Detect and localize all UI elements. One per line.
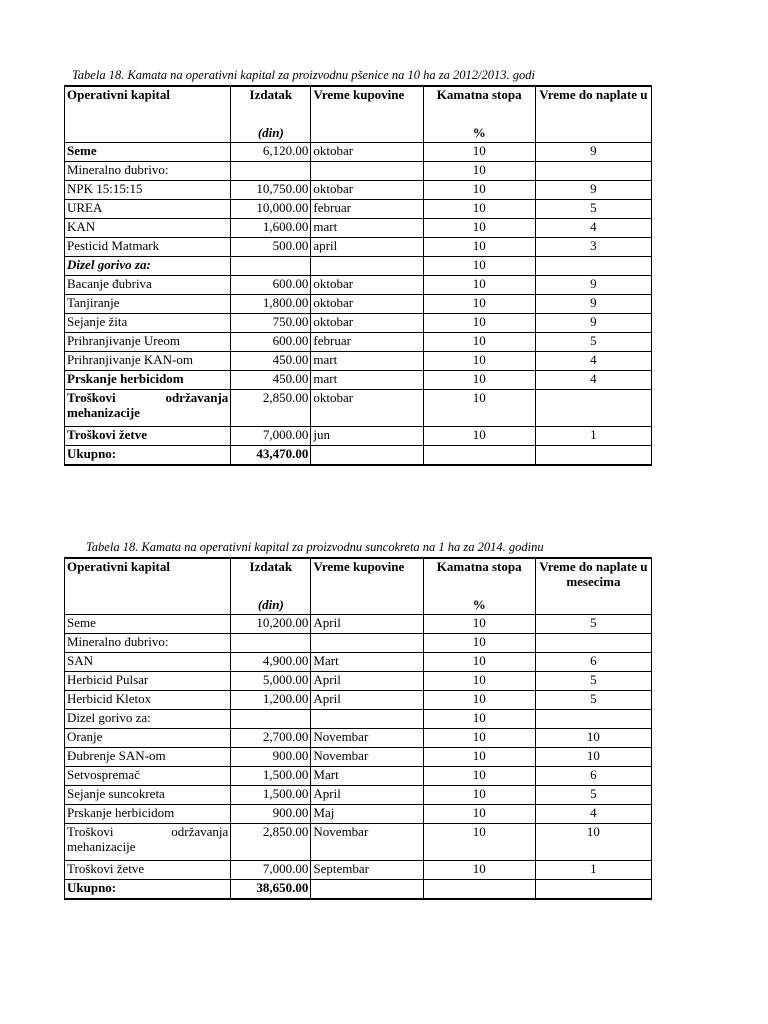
row-months: 4 xyxy=(535,371,651,390)
header-izdatak xyxy=(231,86,311,143)
row-amount: 450.00 xyxy=(231,371,311,390)
row-interest-rate: 10 xyxy=(423,427,535,446)
table-row xyxy=(65,371,652,390)
row-name: Oranje xyxy=(65,729,231,748)
row-name: Seme xyxy=(65,615,231,634)
row-name: Sejanje suncokreta xyxy=(65,786,231,805)
table-row xyxy=(65,824,652,861)
row-amount: 2,850.00 xyxy=(231,824,311,861)
row-amount: 900.00 xyxy=(231,805,311,824)
row-interest-rate: 10 xyxy=(423,805,535,824)
row-amount: 4,900.00 xyxy=(231,653,311,672)
row-purchase-time: Novembar xyxy=(311,748,423,767)
table-row xyxy=(65,767,652,786)
row-interest-rate: 10 xyxy=(423,748,535,767)
row-amount: 2,700.00 xyxy=(231,729,311,748)
row-interest-rate: 10 xyxy=(423,615,535,634)
row-months: 4 xyxy=(535,219,651,238)
table-row xyxy=(65,729,652,748)
table1 xyxy=(64,85,652,466)
table-row xyxy=(65,200,652,219)
table-row xyxy=(65,181,652,200)
table-row xyxy=(65,615,652,634)
row-amount: 450.00 xyxy=(231,352,311,371)
table2 xyxy=(64,557,652,900)
row-months: 6 xyxy=(535,653,651,672)
row-months: 4 xyxy=(535,352,651,371)
row-months: 9 xyxy=(535,314,651,333)
table-row xyxy=(65,352,652,371)
table-row xyxy=(65,748,652,767)
row-amount: 500.00 xyxy=(231,238,311,257)
table-row xyxy=(65,653,652,672)
row-months: 5 xyxy=(535,615,651,634)
row-months: 9 xyxy=(535,276,651,295)
table-row xyxy=(65,219,652,238)
row-name: SAN xyxy=(65,653,231,672)
row-purchase-time: mart xyxy=(311,219,423,238)
row-months: 9 xyxy=(535,295,651,314)
table-row xyxy=(65,314,652,333)
row-purchase-time: April xyxy=(311,672,423,691)
row-amount: 10,000.00 xyxy=(231,200,311,219)
row-name: Troškovi održavanja mehanizacije xyxy=(65,824,231,861)
row-interest-rate: 10 xyxy=(423,634,535,653)
table-row xyxy=(65,238,652,257)
row-name: Pesticid Matmark xyxy=(65,238,231,257)
row-interest-rate: 10 xyxy=(423,333,535,352)
row-amount: 750.00 xyxy=(231,314,311,333)
row-amount: 5,000.00 xyxy=(231,672,311,691)
total-empty-3 xyxy=(535,880,651,900)
row-purchase-time: Mart xyxy=(311,653,423,672)
row-months: 6 xyxy=(535,767,651,786)
row-name: NPK 15:15:15 xyxy=(65,181,231,200)
row-interest-rate: 10 xyxy=(423,276,535,295)
row-purchase-time: Septembar xyxy=(311,861,423,880)
row-months: 3 xyxy=(535,238,651,257)
row-purchase-time xyxy=(311,162,423,181)
row-months: 5 xyxy=(535,786,651,805)
row-name: Herbicid Pulsar xyxy=(65,672,231,691)
total-amount: 38,650.00 xyxy=(231,880,311,900)
row-interest-rate: 10 xyxy=(423,390,535,427)
header-izdatak xyxy=(231,558,311,615)
row-months xyxy=(535,162,651,181)
row-name: Prskanje herbicidom xyxy=(65,371,231,390)
header-vreme-naplate: Vreme do naplate u mesecima xyxy=(535,558,651,615)
row-amount: 1,800.00 xyxy=(231,295,311,314)
row-purchase-time: Maj xyxy=(311,805,423,824)
header-izdatak-label: Izdatak xyxy=(249,87,293,102)
row-amount xyxy=(231,162,311,181)
row-purchase-time: April xyxy=(311,786,423,805)
row-name: Prihranjivanje Ureom xyxy=(65,333,231,352)
row-interest-rate: 10 xyxy=(423,238,535,257)
total-empty-1 xyxy=(311,446,423,466)
row-purchase-time: mart xyxy=(311,352,423,371)
row-purchase-time: April xyxy=(311,691,423,710)
table-row xyxy=(65,390,652,427)
row-interest-rate: 10 xyxy=(423,181,535,200)
header-row xyxy=(65,86,652,143)
row-months: 10 xyxy=(535,824,651,861)
row-months: 5 xyxy=(535,200,651,219)
row-interest-rate: 10 xyxy=(423,295,535,314)
total-label: Ukupno: xyxy=(65,880,231,900)
row-interest-rate: 10 xyxy=(423,767,535,786)
table-row xyxy=(65,295,652,314)
row-months: 1 xyxy=(535,861,651,880)
total-row xyxy=(65,880,652,900)
header-izdatak-unit: (din) xyxy=(257,125,284,140)
row-purchase-time: oktobar xyxy=(311,181,423,200)
header-operativni-kapital: Operativni kapital xyxy=(65,86,231,143)
table-row xyxy=(65,710,652,729)
table2-caption: Tabela 18. Kamata na operativni kapital za proizvodnu suncokreta na 1 ha za 2014. godinu xyxy=(86,540,544,554)
row-purchase-time: Novembar xyxy=(311,729,423,748)
row-interest-rate: 10 xyxy=(423,371,535,390)
row-amount: 10,750.00 xyxy=(231,181,311,200)
row-interest-rate: 10 xyxy=(423,691,535,710)
row-purchase-time: oktobar xyxy=(311,295,423,314)
row-amount: 6,120.00 xyxy=(231,143,311,162)
row-months: 5 xyxy=(535,691,651,710)
header-row xyxy=(65,558,652,615)
row-interest-rate: 10 xyxy=(423,257,535,276)
row-purchase-time: februar xyxy=(311,200,423,219)
table1-caption: Tabela 18. Kamata na operativni kapital za proizvodnu pšenice na 10 ha za 2012/2013. godi xyxy=(72,68,535,82)
total-empty-2 xyxy=(423,446,535,466)
row-purchase-time: oktobar xyxy=(311,314,423,333)
row-months: 4 xyxy=(535,805,651,824)
row-interest-rate: 10 xyxy=(423,162,535,181)
row-months: 9 xyxy=(535,181,651,200)
header-kamatna-label: Kamatna stopa xyxy=(436,559,522,574)
row-months xyxy=(535,257,651,276)
header-operativni-kapital: Operativni kapital xyxy=(65,558,231,615)
row-purchase-time xyxy=(311,634,423,653)
row-name: Setvospremač xyxy=(65,767,231,786)
row-interest-rate: 10 xyxy=(423,200,535,219)
row-amount: 1,500.00 xyxy=(231,786,311,805)
table-row xyxy=(65,276,652,295)
row-purchase-time xyxy=(311,257,423,276)
table-row xyxy=(65,634,652,653)
row-months: 1 xyxy=(535,427,651,446)
header-kamatna-unit: % xyxy=(472,597,486,612)
row-months: 9 xyxy=(535,143,651,162)
row-amount: 7,000.00 xyxy=(231,861,311,880)
row-amount: 10,200.00 xyxy=(231,615,311,634)
row-name: Tanjiranje xyxy=(65,295,231,314)
row-purchase-time: Mart xyxy=(311,767,423,786)
row-name: KAN xyxy=(65,219,231,238)
row-months: 10 xyxy=(535,748,651,767)
row-interest-rate: 10 xyxy=(423,729,535,748)
row-purchase-time: oktobar xyxy=(311,390,423,427)
table-row xyxy=(65,861,652,880)
row-interest-rate: 10 xyxy=(423,352,535,371)
row-amount: 2,850.00 xyxy=(231,390,311,427)
total-empty-3 xyxy=(535,446,651,466)
total-empty-2 xyxy=(423,880,535,900)
row-purchase-time: Novembar xyxy=(311,824,423,861)
row-purchase-time: oktobar xyxy=(311,143,423,162)
row-name: Seme xyxy=(65,143,231,162)
header-kamatna-unit: % xyxy=(472,125,486,140)
row-amount xyxy=(231,634,311,653)
header-vreme-kupovine: Vreme kupovine xyxy=(311,86,423,143)
table-row xyxy=(65,786,652,805)
row-name: Mineralno đubrivo: xyxy=(65,634,231,653)
row-name: UREA xyxy=(65,200,231,219)
row-name: Herbicid Kletox xyxy=(65,691,231,710)
header-kamatna-stopa xyxy=(423,558,535,615)
row-interest-rate: 10 xyxy=(423,219,535,238)
total-amount: 43,470.00 xyxy=(231,446,311,466)
row-months: 5 xyxy=(535,333,651,352)
header-kamatna-label: Kamatna stopa xyxy=(436,87,522,102)
header-vreme-naplate: Vreme do naplate u xyxy=(535,86,651,143)
header-izdatak-label: Izdatak xyxy=(249,559,293,574)
row-purchase-time: februar xyxy=(311,333,423,352)
table-row xyxy=(65,257,652,276)
row-months xyxy=(535,710,651,729)
table-row xyxy=(65,691,652,710)
row-amount: 1,600.00 xyxy=(231,219,311,238)
row-interest-rate: 10 xyxy=(423,710,535,729)
row-months xyxy=(535,634,651,653)
row-name: Troškovi žetve xyxy=(65,861,231,880)
table-row xyxy=(65,427,652,446)
row-name: Troškovi održavanja mehanizacije xyxy=(65,390,231,427)
header-izdatak-unit: (din) xyxy=(257,597,284,612)
total-label: Ukupno: xyxy=(65,446,231,466)
header-kamatna-stopa xyxy=(423,86,535,143)
row-amount: 1,500.00 xyxy=(231,767,311,786)
row-purchase-time: April xyxy=(311,615,423,634)
row-interest-rate: 10 xyxy=(423,314,535,333)
row-name: Dizel gorivo za: xyxy=(65,257,231,276)
row-purchase-time: jun xyxy=(311,427,423,446)
row-amount: 600.00 xyxy=(231,276,311,295)
row-purchase-time: oktobar xyxy=(311,276,423,295)
row-name: Dizel gorivo za: xyxy=(65,710,231,729)
row-name: Mineralno đubrivo: xyxy=(65,162,231,181)
row-amount: 600.00 xyxy=(231,333,311,352)
row-name: Prihranjivanje KAN-om xyxy=(65,352,231,371)
row-name: Sejanje žita xyxy=(65,314,231,333)
row-name: Prskanje herbicidom xyxy=(65,805,231,824)
row-interest-rate: 10 xyxy=(423,143,535,162)
row-purchase-time xyxy=(311,710,423,729)
row-interest-rate: 10 xyxy=(423,653,535,672)
row-interest-rate: 10 xyxy=(423,786,535,805)
total-empty-1 xyxy=(311,880,423,900)
row-name: Đubrenje SAN-om xyxy=(65,748,231,767)
row-purchase-time: mart xyxy=(311,371,423,390)
row-amount: 7,000.00 xyxy=(231,427,311,446)
header-vreme-kupovine: Vreme kupovine xyxy=(311,558,423,615)
row-amount: 1,200.00 xyxy=(231,691,311,710)
table-row xyxy=(65,805,652,824)
row-name: Bacanje đubriva xyxy=(65,276,231,295)
row-name: Troškovi žetve xyxy=(65,427,231,446)
total-row xyxy=(65,446,652,466)
table-row xyxy=(65,162,652,181)
table-row xyxy=(65,143,652,162)
row-purchase-time: april xyxy=(311,238,423,257)
row-months xyxy=(535,390,651,427)
table-row xyxy=(65,333,652,352)
row-amount xyxy=(231,257,311,276)
row-amount: 900.00 xyxy=(231,748,311,767)
row-interest-rate: 10 xyxy=(423,672,535,691)
table-row xyxy=(65,672,652,691)
row-months: 5 xyxy=(535,672,651,691)
row-interest-rate: 10 xyxy=(423,861,535,880)
row-interest-rate: 10 xyxy=(423,824,535,861)
row-months: 10 xyxy=(535,729,651,748)
row-amount xyxy=(231,710,311,729)
